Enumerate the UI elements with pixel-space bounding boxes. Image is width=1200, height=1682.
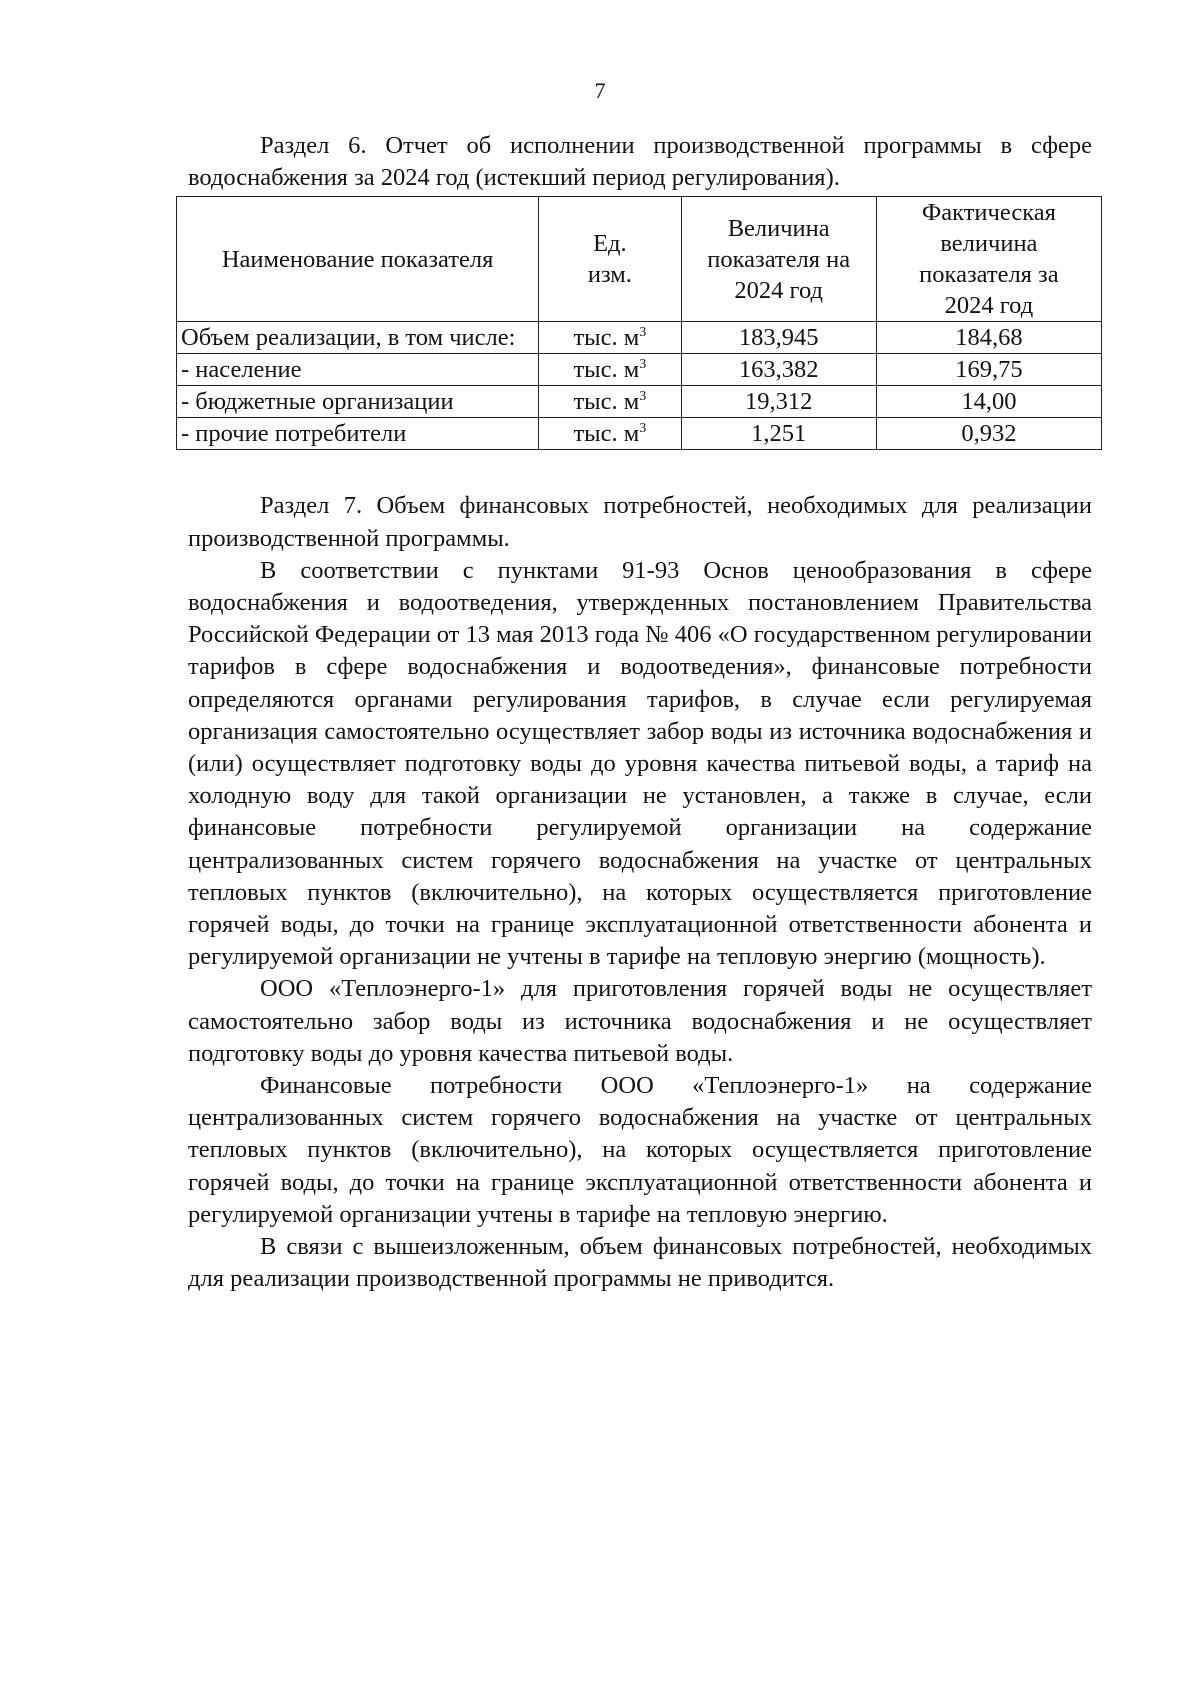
unit-text: тыс. м: [573, 387, 640, 415]
row-planned-value: 19,312: [681, 386, 876, 418]
header-actual-value: [876, 197, 1101, 322]
table-row: [177, 322, 1102, 354]
unit-superscript: 3: [639, 388, 647, 404]
row-name: - бюджетные организации: [177, 386, 539, 418]
row-unit: [539, 322, 681, 354]
page-number: 7: [594, 78, 606, 103]
unit-superscript: 3: [639, 356, 647, 372]
header-planned-value: [681, 197, 876, 322]
unit-text: тыс. м: [573, 419, 640, 447]
row-planned-value: 163,382: [681, 354, 876, 386]
section-7-paragraph-1: В соответствии с пунктами 91-93 Основ ценообразования в сфере водоснабжения и водоотведения, утвержденных постановлением Правительства Российской Федерации от 13 мая 2013 года № 406 «О государственном регулировании тарифов в сфере водоснабжения и водоотведения», финансовые потребности определяются органами регулирования тарифов, в случае если регулируемая организация самостоятельно осуществляет забор воды из источника водоснабжения и (или) осуществляет подготовку воды до уровня качества питьевой воды, а тариф на холодную воду для такой организации не установлен, а также в случае, если финансовые потребности регулируемой организации на содержание централизованных систем горячего водоснабжения на участке от центральных тепловых пунктов (включительно), на которых осуществляется приготовление горячей воды, до точки на границе эксплуатационной ответственности абонента и регулируемой организации не учтены в тарифе на тепловую энергию (мощность).: [188, 556, 1092, 971]
row-name: Объем реализации, в том числе:: [177, 322, 539, 354]
unit-text: тыс. м: [573, 323, 640, 351]
section-7-paragraph-2: ООО «Теплоэнерго-1» для приготовления горячей воды не осуществляет самостоятельно забор воды из источника водоснабжения и не осуществляет подготовку воды до уровня качества питьевой воды.: [188, 975, 1092, 1067]
row-actual-value: 184,68: [876, 322, 1101, 354]
row-unit: [539, 354, 681, 386]
document-body: [181, 130, 1092, 1295]
row-actual-value: 0,932: [876, 418, 1101, 450]
section-6-title: Раздел 6. Отчет об исполнении производственной программы в сфере водоснабжения за 2024 год (истекший период регулирования).: [188, 132, 1092, 192]
row-planned-value: 183,945: [681, 322, 876, 354]
row-name: - население: [177, 354, 539, 386]
row-planned-value: 1,251: [681, 418, 876, 450]
section-7-paragraph-4: В связи с вышеизложенным, объем финансовых потребностей, необходимых для реализации производственной программы не приводится.: [188, 1233, 1092, 1293]
unit-superscript: 3: [639, 324, 647, 340]
row-name: - прочие потребители: [177, 418, 539, 450]
section-7-title: Раздел 7. Объем финансовых потребностей, необходимых для реализации производственной программы.: [188, 492, 1092, 552]
header-unit-text: Ед. изм.: [587, 230, 632, 289]
unit-text: тыс. м: [573, 355, 640, 383]
row-unit: [539, 386, 681, 418]
production-program-report-table: [176, 196, 1102, 450]
header-planned-value-text: Величина показателя на 2024 год: [707, 214, 851, 304]
table-row: [177, 418, 1102, 450]
table-row: [177, 354, 1102, 386]
header-unit: [539, 197, 681, 322]
header-actual-value-text: Фактическая величина показателя за 2024 год: [919, 199, 1059, 320]
header-indicator-name: Наименование показателя: [177, 197, 539, 322]
row-actual-value: 14,00: [876, 386, 1101, 418]
unit-superscript: 3: [639, 420, 647, 436]
table-header-row: [177, 197, 1102, 322]
table-row: [177, 386, 1102, 418]
section-7-paragraph-3: Финансовые потребности ООО «Теплоэнерго-1» на содержание централизованных систем горячего водоснабжения на участке от центральных тепловых пунктов (включительно), на которых осуществляется приготовление горячей воды, до точки на границе эксплуатационной ответственности абонента и регулируемой организации учтены в тарифе на тепловую энергию.: [188, 1072, 1092, 1228]
row-actual-value: 169,75: [876, 354, 1101, 386]
row-unit: [539, 418, 681, 450]
